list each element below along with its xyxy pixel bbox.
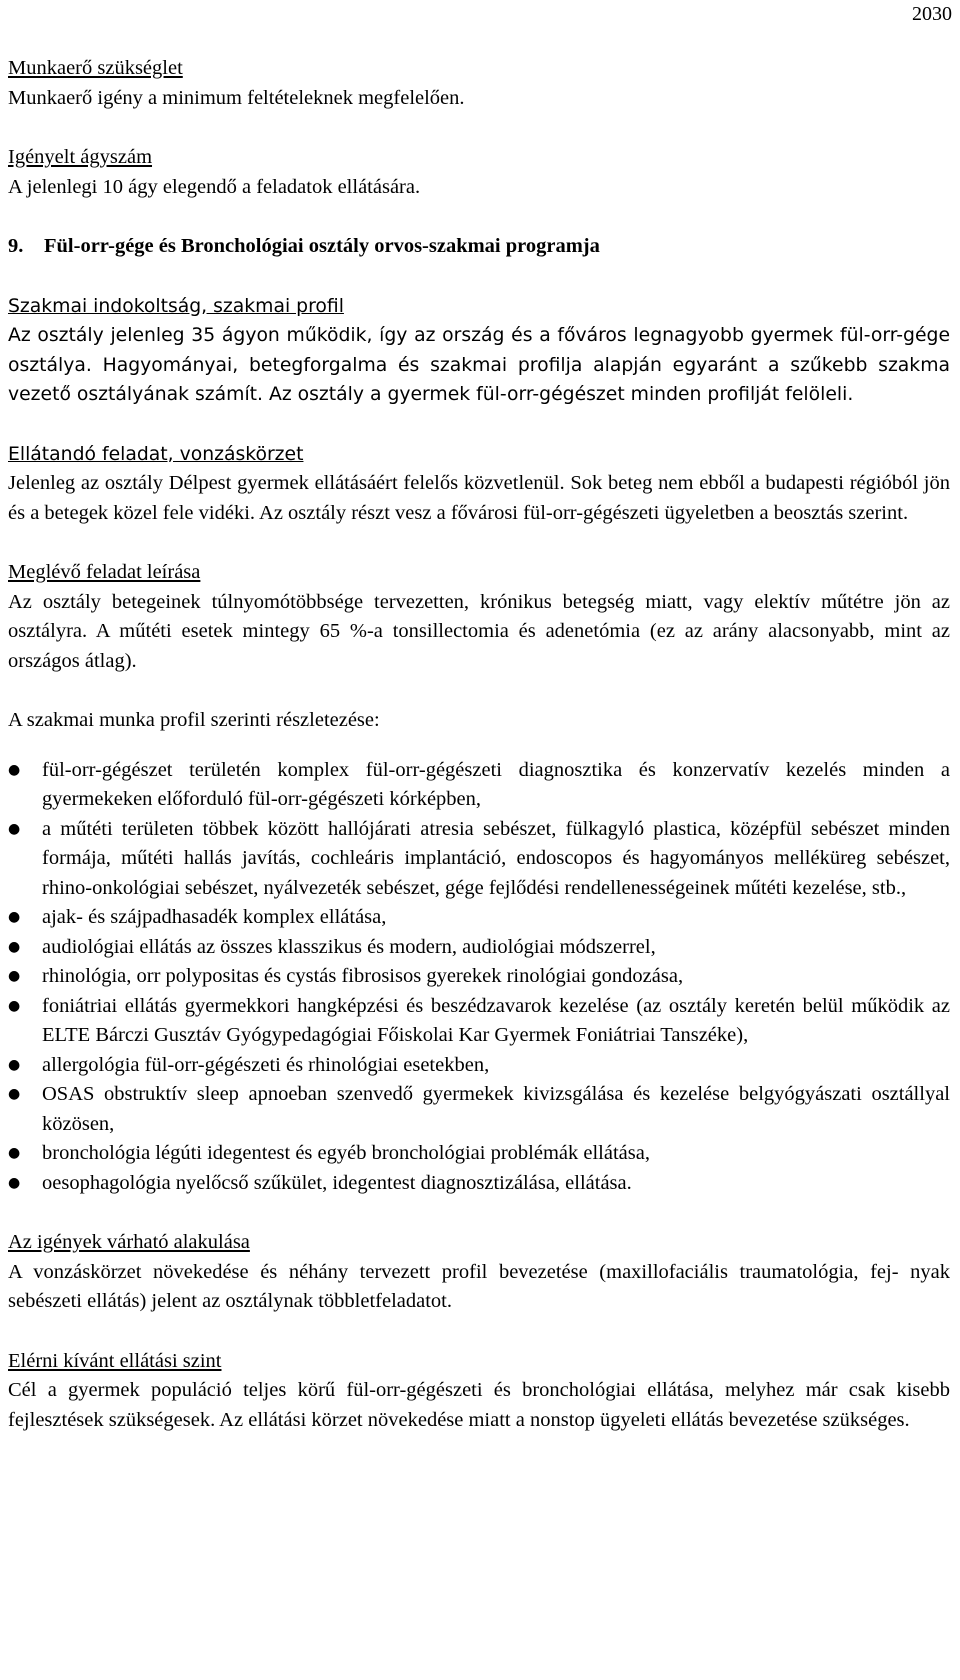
heading-munkaero: Munkaerő szükséglet	[8, 57, 183, 79]
text-munkaero: Munkaerő igény a minimum feltételeknek megfelelően.	[8, 86, 465, 109]
text-meglevo: Az osztály betegeinek túlnyomótöbbsége tervezetten, krónikus betegség miatt, vagy elektív műtétre jön az osztályra. A műtéti esetek mintegy 65 %-a tonsillectomia és adenetómia (ez az arány alacsonyabb, mint az országos átlag).	[8, 590, 950, 672]
text-vonzaskorzet: Jelenleg az osztály Délpest gyermek ellátásáért felelős közvetlenül. Sok beteg nem ebből a budapesti régióból jön és a betegek közel fele vidéki. Az osztály részt vesz a fővárosi fül-orr-gégészeti ügyeletben a beosztás szerint.	[8, 472, 950, 524]
chapter-title: Fül-orr-gége és Bronchológiai osztály orvos-szakmai programja	[44, 235, 600, 257]
chapter-number: 9.	[8, 235, 24, 257]
document-body	[8, 54, 950, 1465]
list-item: ● a műtéti területen többek között hallójárati atresia sebészet, fülkagyló plastica, középfül sebészet minden formája, műtéti hallás javítás, cochleáris implantáció, endoscopos és hagyományos melléküreg sebészet, rhino-onkológiai sebészet, nyálvezeték sebészet, gége fejlődési rendellenességeinek műtéti kezelése, stb.,	[8, 815, 950, 904]
list-item: ● foniátriai ellátás gyermekkori hangképzési és beszédzavarok kezelése (az osztály keretén belül működik az ELTE Bárczi Gusztáv Gyógypedagógiai Főiskolai Kar Gyermek Foniátriai Tanszéke),	[8, 992, 950, 1051]
heading-szint: Elérni kívánt ellátási szint	[8, 1349, 222, 1372]
text-szint: Cél a gyermek populáció teljes körű fül-orr-gégészeti és bronchológiai ellátása, melyhez már csak kisebb fejlesztések szükségesek. Az ellátási körzet növekedése miatt a nonstop ügyeleti ellátás bevezetése szükséges.	[8, 1379, 950, 1431]
list-item: ● audiológiai ellátás az összes klasszikus és modern, audiológiai módszerrel,	[8, 933, 950, 963]
profile-list	[8, 756, 950, 1199]
text-profil: Az osztály jelenleg 35 ágyon működik, így az ország és a főváros legnagyobb gyermek fül-orr-gége osztálya. Hagyományai, betegforgalma és szakmai profilja alapján egyaránt a szűkebb szakma vezető osztályának számít. Az osztály a gyermek fül-orr-gégészet minden profilját felöleli.	[8, 325, 950, 405]
text-igenyek: A vonzáskörzet növekedése és néhány tervezett profil bevezetése (maxillofaciális traumatológia, fej- nyak sebészeti ellátás) jelent az osztálynak többletfeladatot.	[8, 1260, 950, 1312]
section-szint	[8, 1347, 950, 1436]
section-munkaero	[8, 54, 950, 113]
section-reszletezes	[8, 706, 950, 1198]
list-item: ● fül-orr-gégészet területén komplex fül-orr-gégészeti diagnosztika és konzervatív kezelés minden a gyermekeken előforduló fül-orr-gégészeti kórképben,	[8, 756, 950, 815]
heading-agyszam: Igényelt ágyszám	[8, 146, 153, 168]
section-meglevo	[8, 558, 950, 676]
section-agyszam	[8, 143, 950, 202]
list-item: ● allergológia fül-orr-gégészeti és rhinológiai esetekben,	[8, 1051, 950, 1081]
list-item: ● oesophagológia nyelőcső szűkület, idegentest diagnosztizálása, ellátása.	[8, 1169, 950, 1199]
section-vonzaskorzet	[8, 440, 950, 529]
section-igenyek	[8, 1228, 950, 1317]
heading-vonzaskorzet: Ellátandó feladat, vonzáskörzet	[8, 443, 304, 465]
list-item: ● ajak- és szájpadhasadék komplex ellátása,	[8, 903, 950, 933]
chapter-title-line	[8, 232, 950, 262]
chapter-heading	[8, 232, 950, 262]
heading-profil: Szakmai indokoltság, szakmai profil	[8, 295, 344, 317]
heading-reszletezes: A szakmai munka profil szerinti részletezése:	[8, 709, 380, 731]
section-profil	[8, 292, 950, 410]
list-item: ● rhinológia, orr polypositas és cystás fibrosisos gyerekek rinológiai gondozása,	[8, 962, 950, 992]
heading-igenyek: Az igények várható alakulása	[8, 1231, 250, 1253]
heading-meglevo: Meglévő feladat leírása	[8, 561, 201, 583]
text-agyszam: A jelenlegi 10 ágy elegendő a feladatok ellátására.	[8, 175, 421, 198]
list-item: ● bronchológia légúti idegentest és egyéb bronchológiai problémák ellátása,	[8, 1139, 950, 1169]
list-item: ● OSAS obstruktív sleep apnoeban szenvedő gyermekek kivizsgálása és kezelése belgyógyászati osztállyal közösen,	[8, 1080, 950, 1139]
page-number: 2030	[912, 3, 952, 25]
